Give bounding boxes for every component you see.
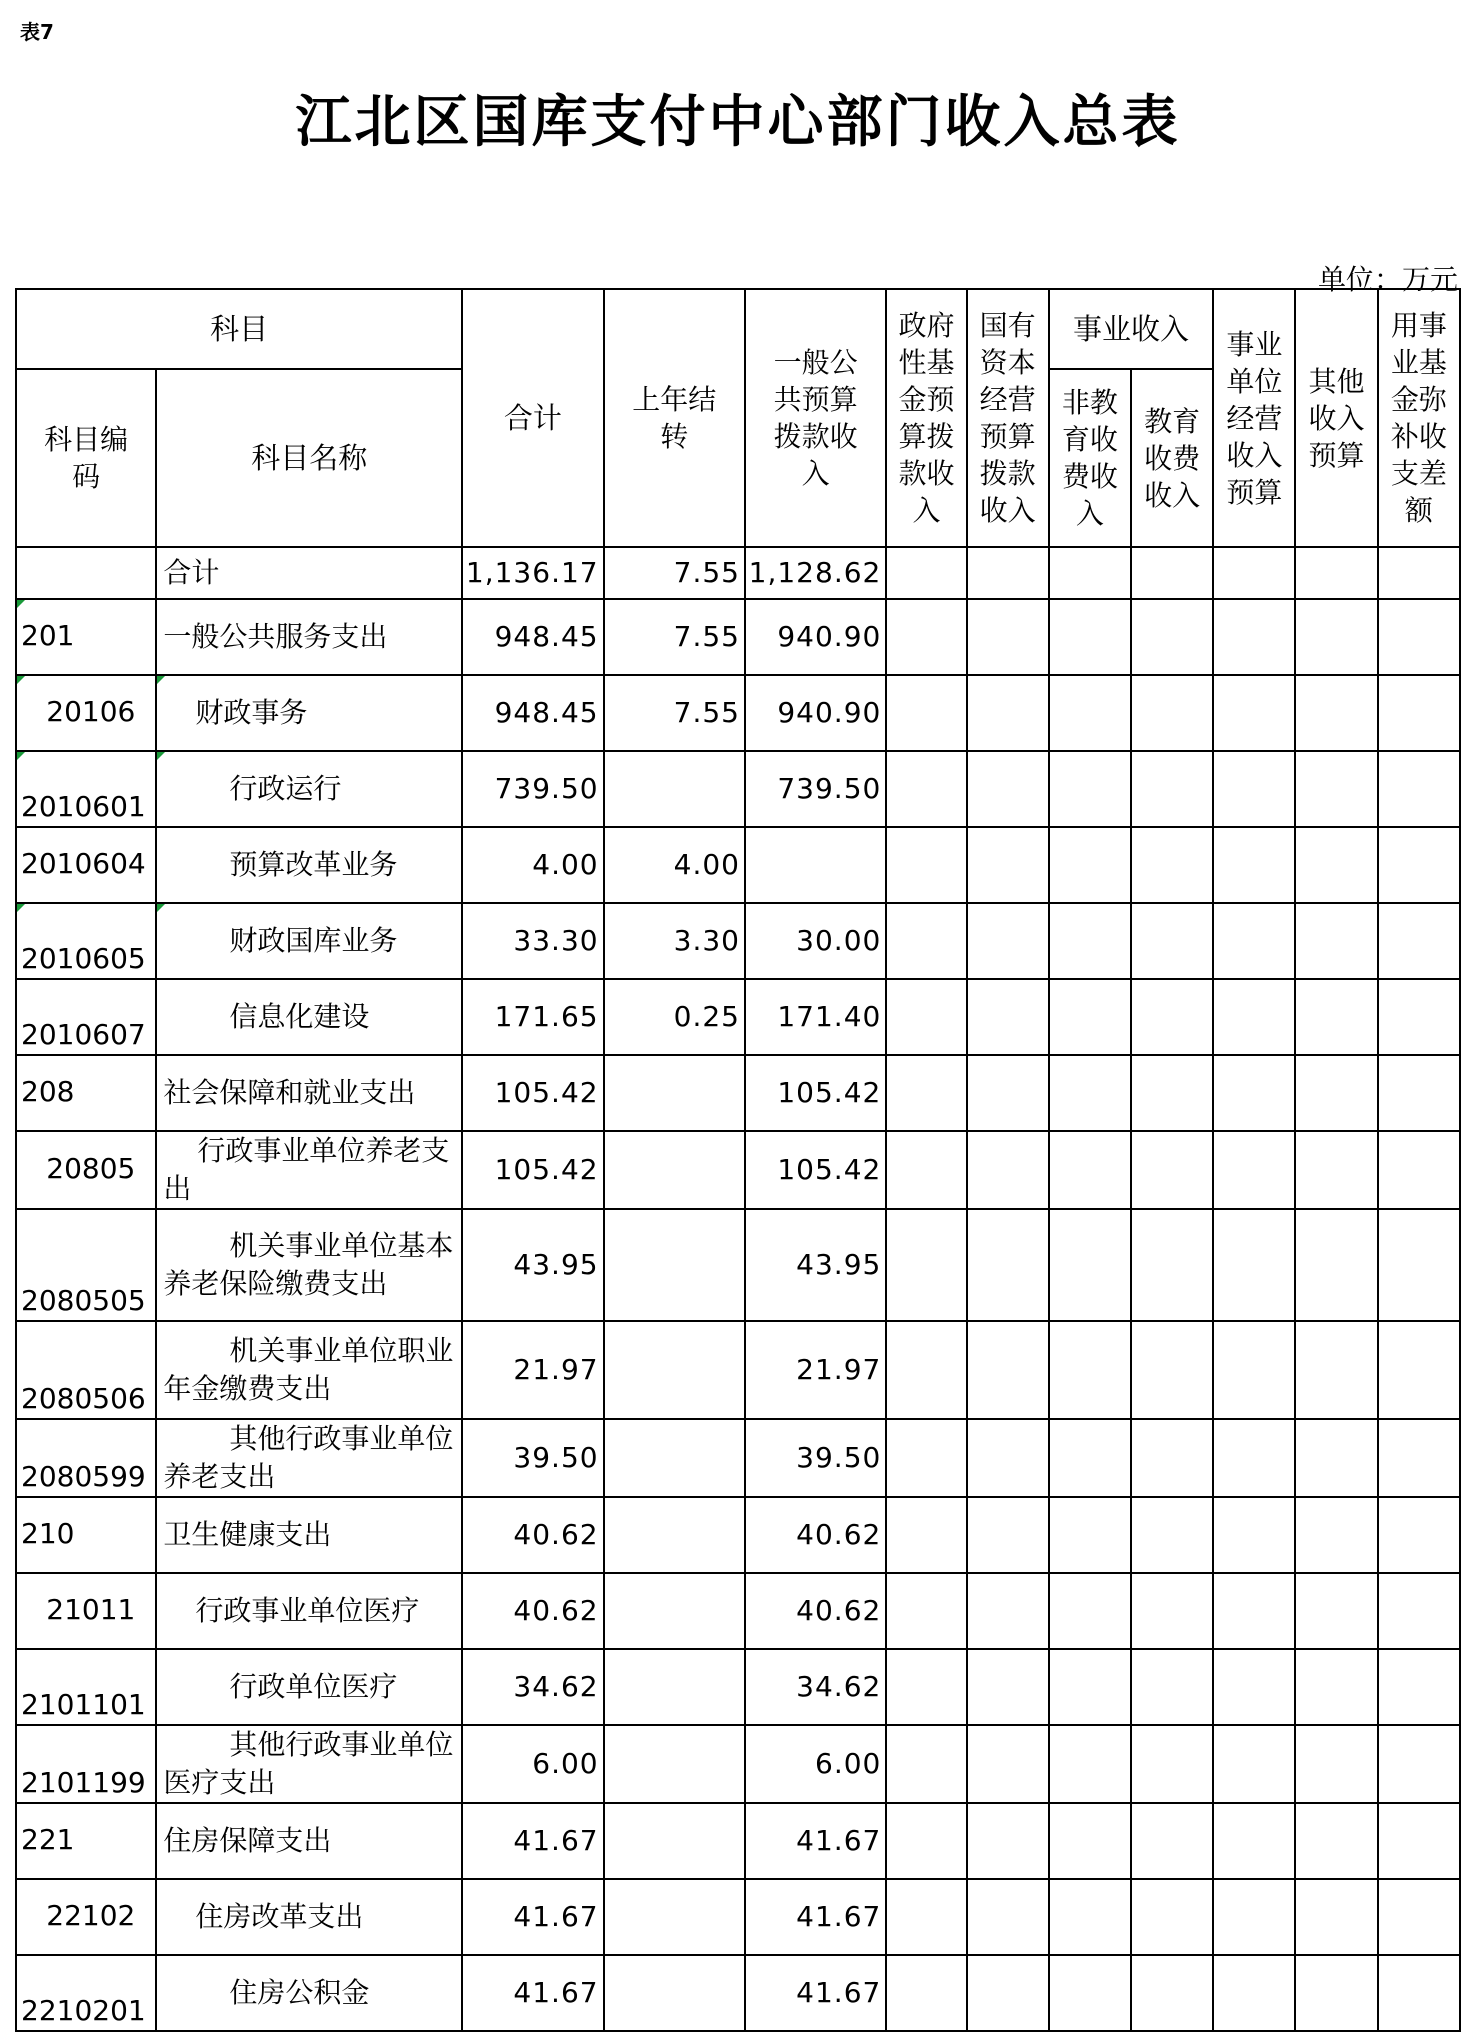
subject-name: 住房改革支出: [156, 1879, 462, 1955]
header-state-capital: 国有资本经营预算拨款收入: [967, 289, 1049, 547]
cell-general: [745, 827, 886, 903]
cell-total: 34.62: [462, 1649, 603, 1725]
subject-name: 住房保障支出: [156, 1803, 462, 1879]
cell-general: 43.95: [745, 1209, 886, 1321]
header-fund-balance: 用事业基金弥补收支差额: [1378, 289, 1460, 547]
cell-total: 39.50: [462, 1419, 603, 1497]
subject-name: 行政单位医疗: [156, 1649, 462, 1725]
cell-general: 39.50: [745, 1419, 886, 1497]
subject-name: 预算改革业务: [156, 827, 462, 903]
cell-carryover: 0.25: [604, 979, 745, 1055]
cell-carryover: [604, 1879, 745, 1955]
header-other-income: 其他收入预算: [1295, 289, 1377, 547]
cell-carryover: [604, 1131, 745, 1209]
subject-name: 行政事业单位养老支出: [156, 1131, 462, 1209]
header-code: 科目编码: [16, 369, 156, 547]
cell-total: 1,136.17: [462, 547, 603, 599]
subject-name: 财政国库业务: [156, 903, 462, 979]
cell-general: 1,128.62: [745, 547, 886, 599]
cell-carryover: [604, 1803, 745, 1879]
cell-carryover: [604, 1419, 745, 1497]
table-row: [16, 827, 1460, 903]
subject-code: 20805: [16, 1131, 156, 1209]
table-row: [16, 1131, 1460, 1209]
header-unit-operating: 事业单位经营收入预算: [1213, 289, 1295, 547]
cell-total: 105.42: [462, 1055, 603, 1131]
page-title: 江北区国库支付中心部门收入总表: [295, 90, 1181, 155]
table-row: [16, 1055, 1460, 1131]
cell-total: 41.67: [462, 1803, 603, 1879]
subject-code: 201: [16, 599, 156, 675]
cell-total: 33.30: [462, 903, 603, 979]
subject-code: 2101101: [16, 1649, 156, 1725]
subject-name: 机关事业单位基本养老保险缴费支出: [156, 1209, 462, 1321]
cell-carryover: 7.55: [604, 547, 745, 599]
subject-code: 210: [16, 1497, 156, 1573]
table-row: [16, 1209, 1460, 1321]
subject-code: 2080506: [16, 1321, 156, 1419]
subject-name: 行政事业单位医疗: [156, 1573, 462, 1649]
cell-total: 4.00: [462, 827, 603, 903]
cell-general: 105.42: [745, 1131, 886, 1209]
cell-general: 21.97: [745, 1321, 886, 1419]
cell-general: 6.00: [745, 1725, 886, 1803]
cell-general: 40.62: [745, 1497, 886, 1573]
table-row: [16, 1725, 1460, 1803]
cell-general: 105.42: [745, 1055, 886, 1131]
header-career-income: 事业收入: [1049, 289, 1213, 369]
header-edu-fees: 教育收费收入: [1131, 369, 1213, 547]
table-row: [16, 1879, 1460, 1955]
cell-total: 6.00: [462, 1725, 603, 1803]
subject-name: 信息化建设: [156, 979, 462, 1055]
cell-total: 41.67: [462, 1955, 603, 2031]
header-carryover: 上年结转: [604, 289, 745, 547]
table-row: [16, 675, 1460, 751]
cell-carryover: [604, 1321, 745, 1419]
subject-code: 2010607: [16, 979, 156, 1055]
subject-name: 其他行政事业单位养老支出: [156, 1419, 462, 1497]
subject-code: 21011: [16, 1573, 156, 1649]
cell-carryover: 7.55: [604, 599, 745, 675]
cell-total: 40.62: [462, 1573, 603, 1649]
subject-name: 卫生健康支出: [156, 1497, 462, 1573]
cell-carryover: 7.55: [604, 675, 745, 751]
subject-code: 2010605: [16, 903, 156, 979]
subject-code: 2010601: [16, 751, 156, 827]
table-row: [16, 1321, 1460, 1419]
subject-code: 22102: [16, 1879, 156, 1955]
subject-code: 2010604: [16, 827, 156, 903]
subject-name: 社会保障和就业支出: [156, 1055, 462, 1131]
cell-total: 948.45: [462, 599, 603, 675]
cell-carryover: [604, 751, 745, 827]
header-subject: 科目: [16, 289, 462, 369]
cell-carryover: [604, 1055, 745, 1131]
table-row: [16, 1803, 1460, 1879]
cell-general: 739.50: [745, 751, 886, 827]
header-total: 合计: [462, 289, 603, 547]
cell-carryover: [604, 1955, 745, 2031]
table-row: [16, 979, 1460, 1055]
unit-label: 单位：万元: [1317, 263, 1458, 296]
table-row: [16, 1497, 1460, 1573]
subject-code: 2101199: [16, 1725, 156, 1803]
header-name: 科目名称: [156, 369, 462, 547]
cell-carryover: [604, 1497, 745, 1573]
subject-code: 2080599: [16, 1419, 156, 1497]
cell-general: 940.90: [745, 599, 886, 675]
subject-name: 行政运行: [156, 751, 462, 827]
cell-total: 105.42: [462, 1131, 603, 1209]
subject-name: 财政事务: [156, 675, 462, 751]
table-row: [16, 751, 1460, 827]
table-row: [16, 1649, 1460, 1725]
table-row: [16, 1955, 1460, 2031]
cell-total: 948.45: [462, 675, 603, 751]
cell-general: 41.67: [745, 1879, 886, 1955]
cell-carryover: [604, 1209, 745, 1321]
subject-name: 合计: [156, 547, 462, 599]
subject-code: 20106: [16, 675, 156, 751]
table-number: 表7: [20, 20, 54, 44]
cell-carryover: [604, 1649, 745, 1725]
header-gov-fund: 政府性基金预算拨款收入: [886, 289, 966, 547]
table-row: [16, 547, 1460, 599]
cell-general: 30.00: [745, 903, 886, 979]
cell-general: 34.62: [745, 1649, 886, 1725]
cell-total: 739.50: [462, 751, 603, 827]
cell-total: 43.95: [462, 1209, 603, 1321]
subject-name: 其他行政事业单位医疗支出: [156, 1725, 462, 1803]
cell-carryover: [604, 1573, 745, 1649]
cell-general: 940.90: [745, 675, 886, 751]
cell-total: 40.62: [462, 1497, 603, 1573]
cell-total: 21.97: [462, 1321, 603, 1419]
cell-general: 40.62: [745, 1573, 886, 1649]
cell-carryover: 4.00: [604, 827, 745, 903]
income-summary-table: [15, 288, 1461, 2032]
header-non-edu-fees: 非教育收费收入: [1049, 369, 1131, 547]
table-row: [16, 1573, 1460, 1649]
cell-general: 41.67: [745, 1955, 886, 2031]
cell-general: 171.40: [745, 979, 886, 1055]
table-row: [16, 903, 1460, 979]
subject-name: 机关事业单位职业年金缴费支出: [156, 1321, 462, 1419]
table-row: [16, 599, 1460, 675]
cell-general: 41.67: [745, 1803, 886, 1879]
cell-carryover: [604, 1725, 745, 1803]
subject-code: [16, 547, 156, 599]
subject-code: 221: [16, 1803, 156, 1879]
cell-total: 171.65: [462, 979, 603, 1055]
table-row: [16, 1419, 1460, 1497]
subject-code: 2080505: [16, 1209, 156, 1321]
header-general-budget: 一般公共预算拨款收入: [745, 289, 886, 547]
subject-code: 208: [16, 1055, 156, 1131]
cell-total: 41.67: [462, 1879, 603, 1955]
subject-name: 一般公共服务支出: [156, 599, 462, 675]
cell-carryover: 3.30: [604, 903, 745, 979]
subject-name: 住房公积金: [156, 1955, 462, 2031]
subject-code: 2210201: [16, 1955, 156, 2031]
